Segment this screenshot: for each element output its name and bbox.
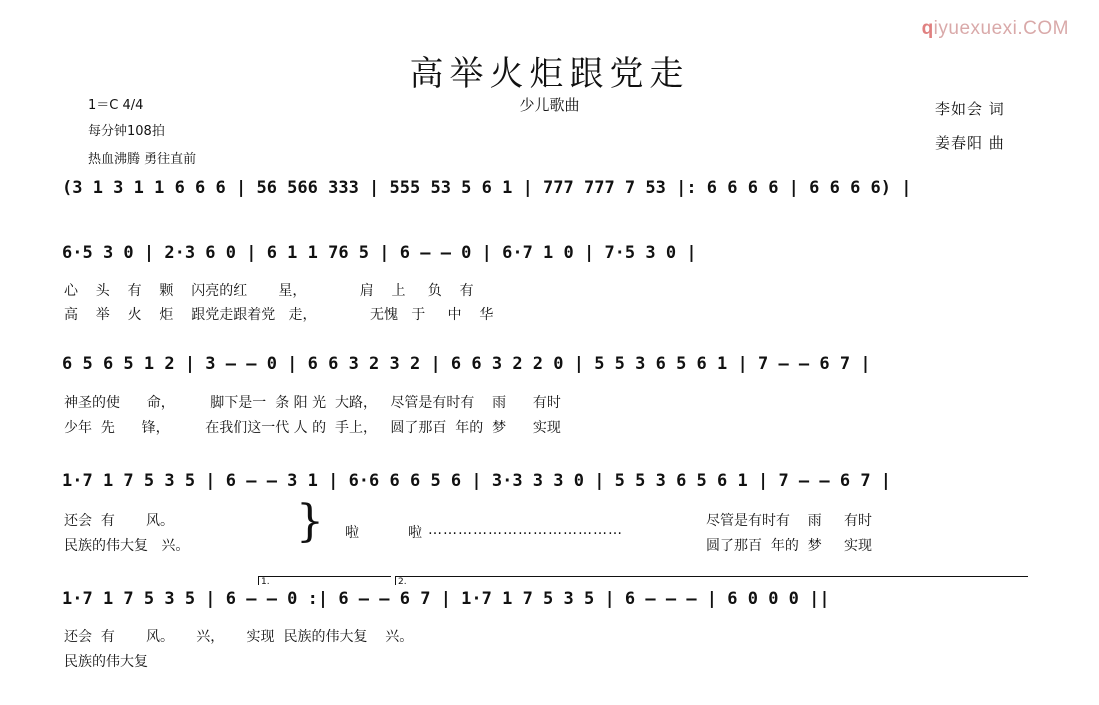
watermark-rest: iyuexuexi.COM [933, 18, 1069, 39]
composer-credit: 姜春阳 曲 [935, 134, 1005, 152]
score-line-2: 6·5 3 0 | 2·3 6 0 | 6 1 1 76 5 | 6 – – 0 | 6·7 1 0 | 7·5 3 0 | [62, 243, 697, 263]
lyric-line-2-verse-2: 高 举 火 炬 跟党走跟着党 走， 无愧 于 中 华 [64, 307, 494, 323]
la-syllable-1: 啦 [345, 525, 359, 541]
site-watermark [922, 18, 1069, 40]
score-line-5: 1·7 1 7 5 3 5 | 6 – – 0 :| 6 – – 6 7 | 1·7 1 7 5 3 5 | 6 – – – | 6 0 0 0 || [62, 589, 830, 609]
lyric-line-4-right-verse-1: 尽管是有时有 雨 有时 [706, 513, 873, 529]
score-line-1: (3 1 3 1 1 6 6 6 | 56 566 333 | 555 53 5 6 1 | 777 777 7 53 |: 6 6 6 6 | 6 6 6 6) | [62, 178, 912, 198]
song-subtitle: 少儿歌曲 [519, 96, 580, 114]
la-syllable-2: 啦 [408, 525, 422, 541]
lyric-line-4-verse-2: 民族的伟大复 兴。 [64, 538, 190, 554]
tempo-marking: 每分钟108拍 [88, 124, 165, 139]
song-title: 高举火炬跟党走 [409, 54, 690, 94]
la-continuation-dots: ………………………………… [428, 522, 623, 538]
lyric-line-5-verse-1: 还会 有 风。 兴， 实现 民族的伟大复 兴。 [64, 629, 414, 645]
expression-marking: 热血沸腾 勇往直前 [88, 152, 197, 167]
volta-ending-1: 1. [258, 576, 391, 585]
score-line-4: 1·7 1 7 5 3 5 | 6 – – 3 1 | 6·6 6 6 5 6 | 3·3 3 3 0 | 5 5 3 6 5 6 1 | 7 – – 6 7 | [62, 471, 892, 491]
lyric-line-3-verse-2: 少年 先 锋， 在我们这一代 人 的 手上， 圆了那百 年的 梦 实现 [64, 420, 561, 436]
watermark-q: q [921, 18, 934, 39]
score-line-3: 6 5 6 5 1 2 | 3 – – 0 | 6 6 3 2 3 2 | 6 6 3 2 2 0 | 5 5 3 6 5 6 1 | 7 – – 6 7 | [62, 354, 871, 374]
lyric-line-4-verse-1: 还会 有 风。 [64, 513, 175, 529]
lyricist-credit: 李如会 词 [935, 100, 1005, 118]
volta-ending-2: 2. [395, 576, 1028, 585]
lyric-line-5-verse-2: 民族的伟大复 [64, 654, 148, 670]
verse-brace: } [296, 496, 324, 547]
lyric-line-2-verse-1: 心 头 有 颗 闪亮的红 星， 肩 上 负 有 [64, 283, 474, 299]
lyric-line-3-verse-1: 神圣的使 命， 脚下是一 条 阳 光 大路， 尽管是有时有 雨 有时 [64, 395, 561, 411]
lyric-line-4-right-verse-2: 圆了那百 年的 梦 实现 [706, 538, 873, 554]
key-signature: 1＝C 4/4 [88, 98, 144, 113]
